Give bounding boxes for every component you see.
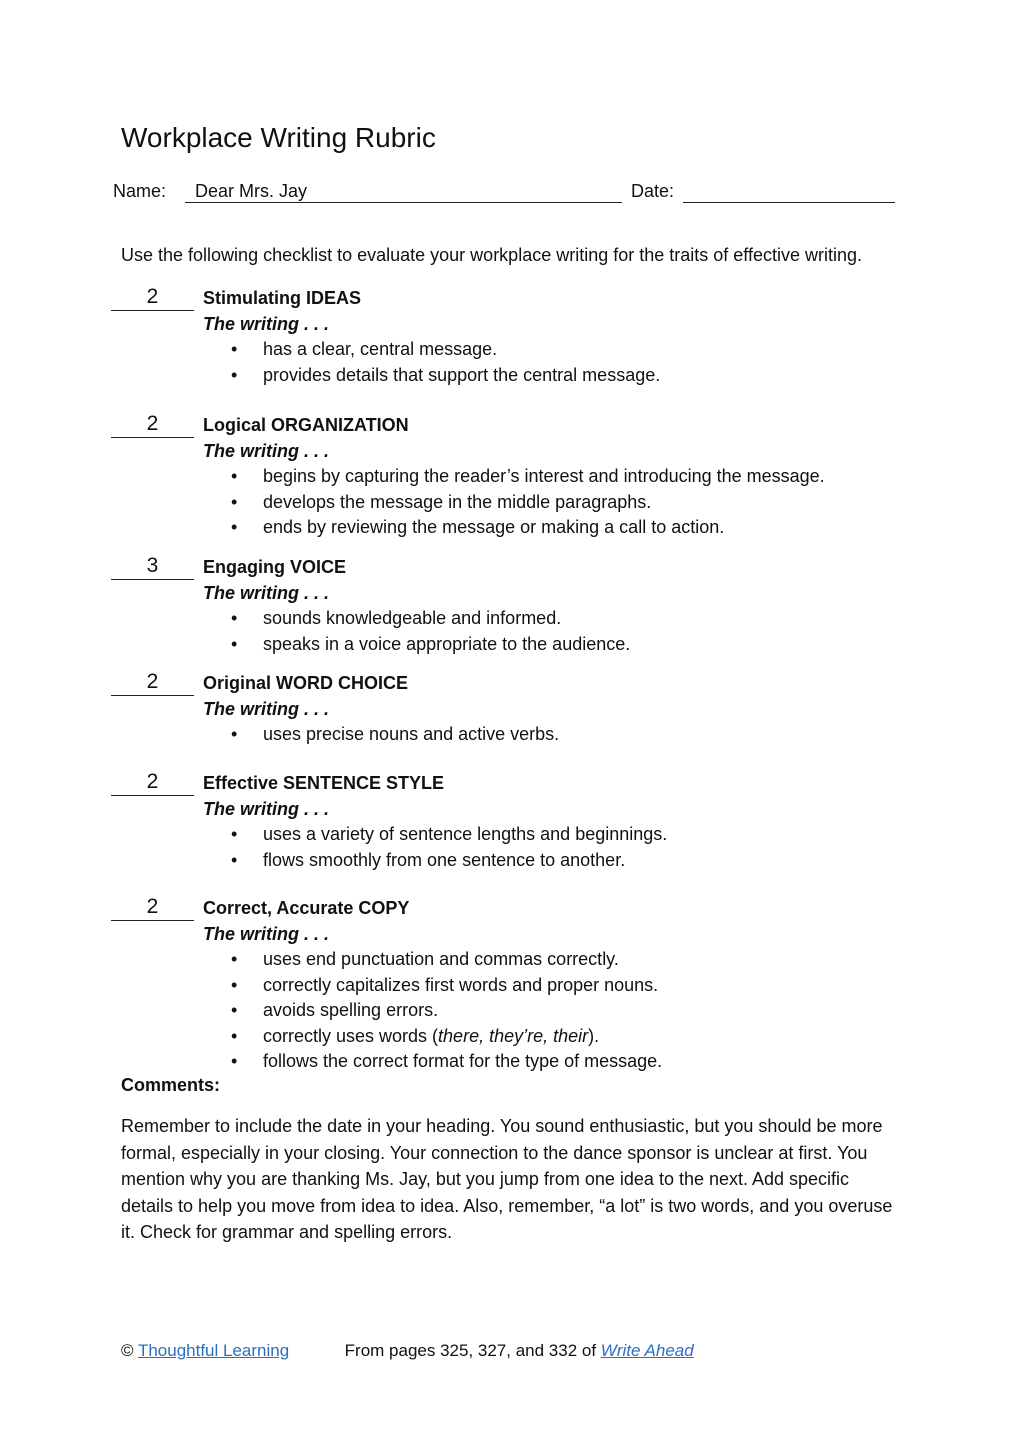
score-value: 2 [146, 770, 159, 793]
criteria-item: • has a clear, central message. [231, 337, 660, 363]
criteria-item [231, 1024, 662, 1050]
trait-lead: The writing . . . [203, 441, 329, 461]
trait-lead: The writing . . . [203, 799, 329, 819]
copyright-symbol: © [121, 1341, 134, 1360]
criteria-item: • correctly capitalizes first words and proper nouns. [231, 973, 662, 999]
trait-name: Correct, Accurate COPY [203, 898, 410, 918]
score-value: 2 [146, 285, 159, 308]
date-field[interactable] [683, 179, 895, 203]
criteria-item: • uses a variety of sentence lengths and beginnings. [231, 822, 667, 848]
score-value: 2 [146, 412, 159, 435]
criteria-text: ). [588, 1025, 600, 1046]
criteria-item: • ends by reviewing the message or making a call to action. [231, 515, 825, 541]
trait-lead: The writing . . . [203, 583, 329, 603]
book-title: Write Ahead [600, 1341, 694, 1360]
trait-lead: The writing . . . [203, 314, 329, 334]
name-field[interactable] [185, 179, 622, 203]
trait-name: Engaging VOICE [203, 557, 347, 577]
criteria-item: • follows the correct format for the type of message. [231, 1049, 662, 1075]
score-field[interactable] [111, 895, 194, 921]
score-value: 2 [146, 895, 159, 918]
page-title: Workplace Writing Rubric [121, 122, 436, 153]
criteria-list [231, 822, 667, 873]
score-value: 2 [146, 670, 159, 693]
criteria-item: • avoids spelling errors. [231, 998, 662, 1024]
criteria-list [231, 722, 559, 748]
source-text: From pages 325, 327, and 332 of [344, 1341, 597, 1360]
trait-name: Effective SENTENCE STYLE [203, 773, 445, 793]
criteria-item: • speaks in a voice appropriate to the audience. [231, 632, 630, 658]
trait-name: Original WORD CHOICE [203, 673, 409, 693]
score-field[interactable] [111, 554, 194, 580]
criteria-item: • develops the message in the middle paragraphs. [231, 490, 825, 516]
criteria-list [231, 464, 825, 541]
criteria-item: • sounds knowledgeable and informed. [231, 606, 630, 632]
name-label: Name: [113, 181, 167, 201]
name-date-row [113, 179, 895, 205]
criteria-item: • uses precise nouns and active verbs. [231, 722, 559, 748]
footer [121, 1341, 694, 1361]
criteria-item: • uses end punctuation and commas correctly. [231, 947, 662, 973]
comments-body: Remember to include the date in your heading. You sound enthusiastic, but you should be more formal, especially in your closing. Your connection to the dance sponsor is unclear at first. You mention why you are thanking Ms. Jay, but you jump from one idea to the next. Add specific details to help you move from idea to idea. Also, remember, “a lot” is two words, and you overuse it. Check for grammar and spelling errors. [121, 1116, 893, 1242]
criteria-text: correctly uses words ( [263, 1025, 439, 1046]
score-value: 3 [146, 554, 159, 577]
comments-heading: Comments: [121, 1075, 221, 1095]
trait-name: Logical ORGANIZATION [203, 415, 409, 435]
criteria-item: • provides details that support the central message. [231, 363, 660, 389]
trait-name: Stimulating IDEAS [203, 288, 362, 308]
score-field[interactable] [111, 412, 194, 438]
trait-lead: The writing . . . [203, 924, 329, 944]
book-link[interactable] [601, 1341, 694, 1360]
instructions: Use the following checklist to evaluate your workplace writing for the traits of effective writing. [121, 245, 863, 265]
criteria-list [231, 337, 660, 388]
criteria-list [231, 606, 630, 657]
trait-lead: The writing . . . [203, 699, 329, 719]
publisher-link[interactable]: Thoughtful Learning [137, 1341, 290, 1360]
criteria-item: • begins by capturing the reader’s interest and introducing the message. [231, 464, 825, 490]
criteria-list [231, 947, 662, 1075]
name-value: Dear Mrs. Jay [195, 181, 308, 201]
score-field[interactable] [111, 285, 194, 311]
date-label: Date: [631, 181, 675, 201]
criteria-examples: there, they’re, their [438, 1025, 589, 1046]
score-field[interactable] [111, 670, 194, 696]
score-field[interactable] [111, 770, 194, 796]
criteria-item: • flows smoothly from one sentence to another. [231, 848, 667, 874]
